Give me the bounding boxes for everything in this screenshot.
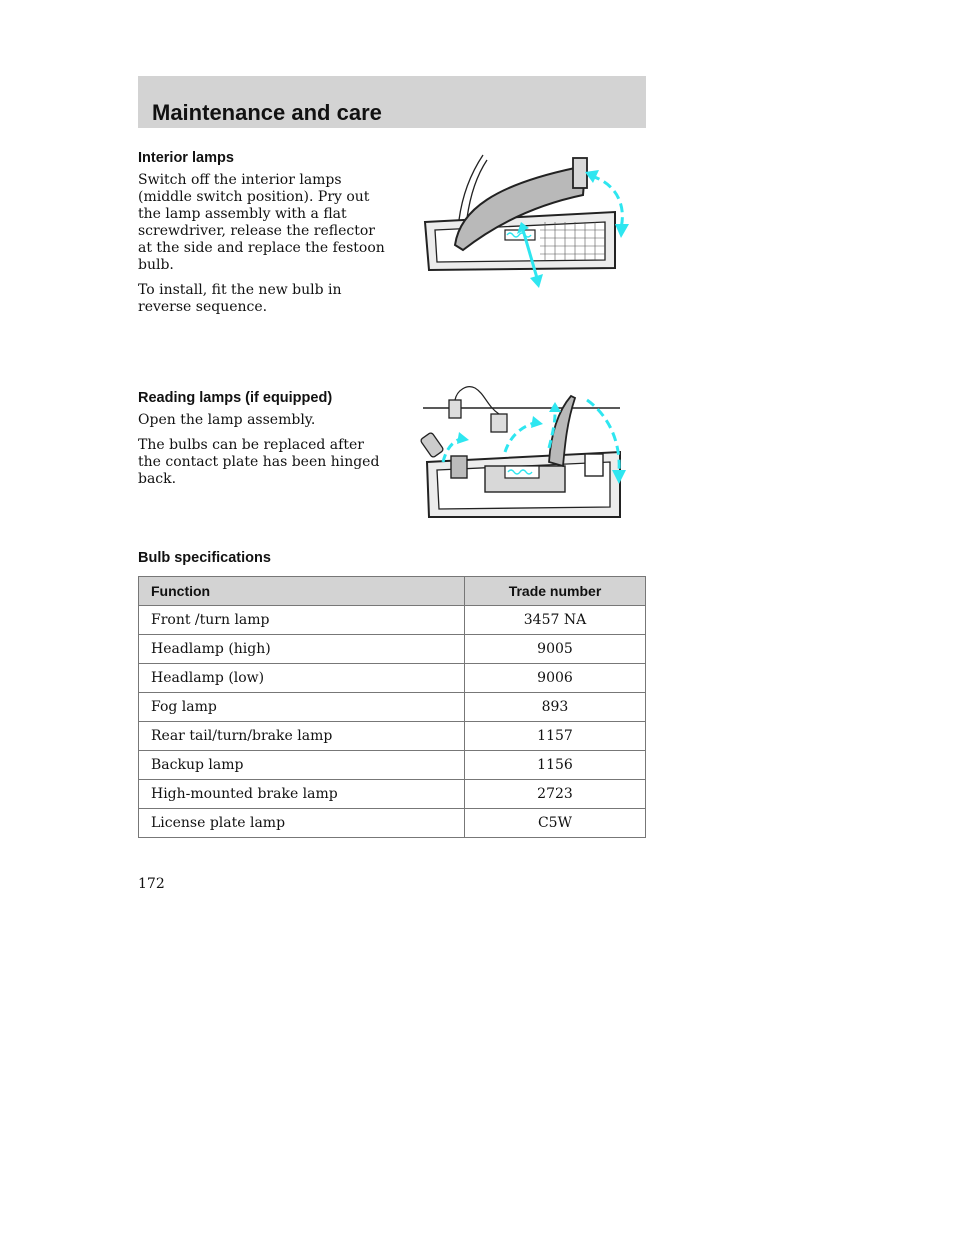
function-cell: Front /turn lamp xyxy=(139,606,465,635)
bulb-specifications-table xyxy=(138,576,646,838)
page-title: Maintenance and care xyxy=(152,100,382,125)
page-number: 172 xyxy=(138,876,165,892)
table-row xyxy=(139,751,646,780)
trade-number-cell: C5W xyxy=(464,809,645,838)
function-cell: Rear tail/turn/brake lamp xyxy=(139,722,465,751)
reading-lamps-paragraph-2: The bulbs can be replaced after the contact plate has been hinged back. xyxy=(138,437,380,487)
trade-number-cell: 3457 NA xyxy=(464,606,645,635)
trade-number-cell: 9005 xyxy=(464,635,645,664)
column-header-trade-number: Trade number xyxy=(464,577,645,606)
function-cell: Fog lamp xyxy=(139,693,465,722)
interior-lamps-heading: Interior lamps xyxy=(138,150,234,166)
reading-lamps-paragraph-1: Open the lamp assembly. xyxy=(138,412,316,428)
table-row xyxy=(139,809,646,838)
table-row xyxy=(139,780,646,809)
table-row xyxy=(139,664,646,693)
column-header-function: Function xyxy=(139,577,465,606)
function-cell: High-mounted brake lamp xyxy=(139,780,465,809)
function-cell: Backup lamp xyxy=(139,751,465,780)
table-header-row xyxy=(139,577,646,606)
reading-lamps-section xyxy=(138,390,388,496)
table-row xyxy=(139,635,646,664)
trade-number-cell: 9006 xyxy=(464,664,645,693)
table-row xyxy=(139,722,646,751)
trade-number-cell: 893 xyxy=(464,693,645,722)
bulb-specifications-heading: Bulb specifications xyxy=(138,550,271,566)
interior-lamps-paragraph-1: Switch off the interior lamps (middle switch position). Pry out the lamp assembly with a flat screwdriver, release the reflector at the side and replace the festoon bulb. xyxy=(138,172,385,273)
trade-number-cell: 1156 xyxy=(464,751,645,780)
function-cell: Headlamp (low) xyxy=(139,664,465,693)
header-band xyxy=(138,76,646,128)
interior-lamps-paragraph-2: To install, fit the new bulb in reverse sequence. xyxy=(138,282,342,315)
reading-lamp-illustration xyxy=(415,382,635,522)
trade-number-cell: 1157 xyxy=(464,722,645,751)
function-cell: License plate lamp xyxy=(139,809,465,838)
interior-lamp-illustration xyxy=(415,150,635,290)
reading-lamps-heading: Reading lamps (if equipped) xyxy=(138,390,333,406)
interior-lamps-section xyxy=(138,150,388,324)
table-row xyxy=(139,693,646,722)
function-cell: Headlamp (high) xyxy=(139,635,465,664)
trade-number-cell: 2723 xyxy=(464,780,645,809)
table-row xyxy=(139,606,646,635)
